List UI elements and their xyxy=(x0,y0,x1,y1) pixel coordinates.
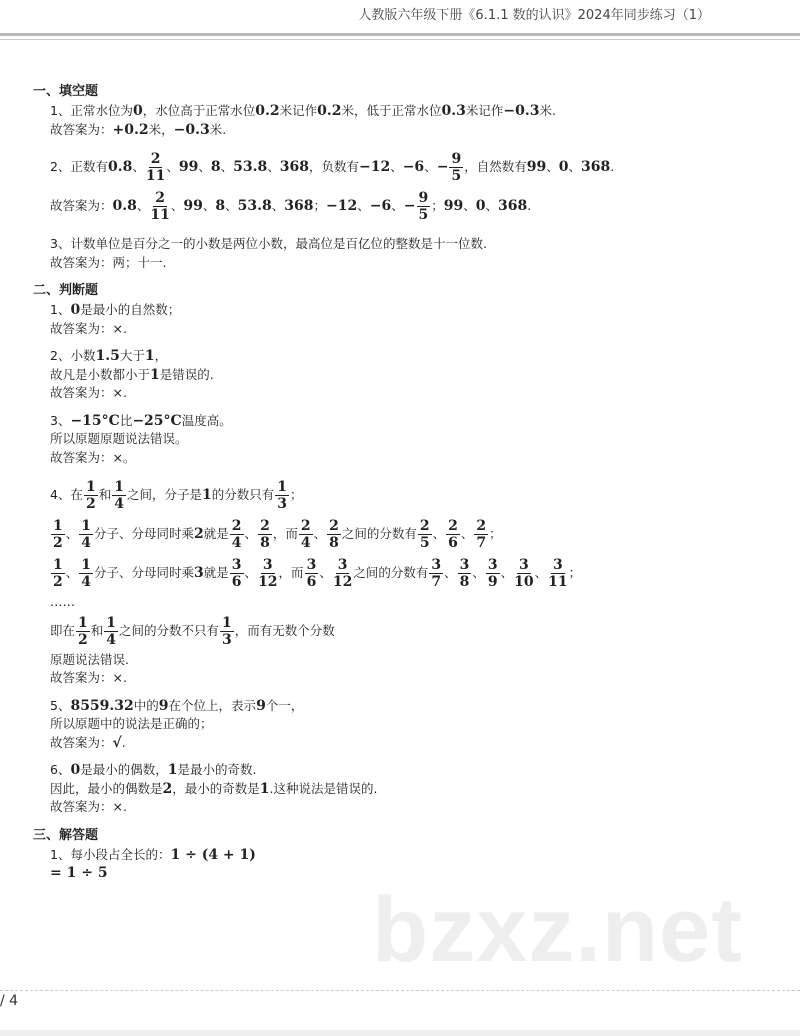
fraction-numerator: 1 xyxy=(114,479,124,495)
fraction xyxy=(299,518,313,551)
text-segment: 的分数只有 xyxy=(211,487,275,503)
fraction-numerator: 1 xyxy=(222,614,232,631)
text-segment: 2、正数有 xyxy=(50,159,108,175)
text-segment: 比 xyxy=(119,412,133,428)
text-segment: 、 xyxy=(166,159,179,175)
math-expression: = 1 ÷ 5 xyxy=(50,865,108,881)
text-segment: 、 xyxy=(319,565,332,581)
fraction-denominator: 4 xyxy=(231,535,242,551)
math-expression: 0 xyxy=(475,198,486,215)
text-line xyxy=(50,761,800,780)
text-line xyxy=(50,412,800,431)
text-line xyxy=(50,669,800,688)
fraction-numerator: 1 xyxy=(81,557,92,573)
fraction-denominator: 5 xyxy=(451,168,462,184)
text-segment: …… xyxy=(50,594,75,609)
text-segment: 故答案为：×。 xyxy=(50,449,136,465)
fraction xyxy=(258,518,272,551)
text-segment: 是错误的. xyxy=(159,366,214,382)
text-line xyxy=(50,148,800,187)
fraction xyxy=(150,190,169,223)
fraction-denominator: 11 xyxy=(145,168,166,184)
text-segment: 故答案为： xyxy=(50,734,113,750)
text-segment: 和 xyxy=(98,487,112,503)
text-segment: 故答案为：×. xyxy=(50,799,127,814)
section-1 xyxy=(0,82,800,272)
math-expression: 8559.32 xyxy=(70,697,134,714)
math-expression: 9 xyxy=(256,697,266,714)
section-title: 二、判断题 xyxy=(33,283,99,298)
text-segment: 、 xyxy=(136,198,150,214)
text-segment: 、 xyxy=(546,159,559,175)
text-segment: 、 xyxy=(500,565,514,581)
text-segment: 、 xyxy=(244,565,258,581)
text-line xyxy=(50,515,800,554)
text-segment: 1、 xyxy=(50,302,71,317)
text-line xyxy=(50,780,800,799)
fraction xyxy=(112,479,126,512)
text-segment: 就是 xyxy=(203,565,229,581)
fraction xyxy=(79,518,93,551)
fraction-numerator: 2 xyxy=(329,518,339,534)
text-segment: 、 xyxy=(460,526,474,542)
text-segment: 米. xyxy=(539,103,556,118)
fraction-numerator: 1 xyxy=(53,518,63,534)
fraction-denominator: 7 xyxy=(476,535,487,551)
fraction xyxy=(220,615,234,648)
section-3 xyxy=(0,826,800,883)
fraction xyxy=(104,615,118,648)
text-segment: ，水位高于正常水位 xyxy=(142,103,256,118)
question-item xyxy=(50,846,800,883)
text-segment: 之间的分数不只有 xyxy=(119,622,220,638)
text-line xyxy=(50,846,800,865)
text-segment: . xyxy=(527,198,532,214)
text-segment: 故答案为：×. xyxy=(50,385,127,400)
fraction-numerator: 9 xyxy=(451,151,462,167)
math-expression: +0.2 xyxy=(112,121,149,138)
text-line xyxy=(50,187,800,226)
text-segment: ； xyxy=(568,565,582,581)
text-line xyxy=(50,430,800,449)
fraction xyxy=(458,557,472,590)
text-line xyxy=(50,449,800,468)
text-segment: 个一， xyxy=(265,697,304,713)
text-segment: 米，低于正常水位 xyxy=(341,103,442,118)
text-line xyxy=(50,366,800,385)
fraction-numerator: 3 xyxy=(459,557,470,573)
page-break-divider xyxy=(0,990,800,991)
fraction-numerator: 2 xyxy=(419,518,430,534)
text-segment: 、 xyxy=(198,159,211,175)
math-expression: 0.2 xyxy=(255,103,280,119)
fraction-denominator: 4 xyxy=(114,496,124,512)
fraction-denominator: 12 xyxy=(332,574,353,590)
math-expression: −12 xyxy=(358,159,391,176)
text-line xyxy=(50,734,800,753)
header-divider xyxy=(0,33,800,36)
fraction-denominator: 5 xyxy=(418,207,429,223)
text-segment: ； xyxy=(290,487,303,503)
fraction-numerator: 3 xyxy=(487,557,498,573)
text-segment: 、 xyxy=(568,159,581,175)
math-expression: 0.8 xyxy=(107,159,133,176)
fraction-denominator: 3 xyxy=(222,631,232,648)
text-segment: 是最小的自然数； xyxy=(80,302,181,317)
fraction-denominator: 12 xyxy=(258,574,278,590)
fraction-numerator: 2 xyxy=(260,518,270,534)
math-expression: 99 xyxy=(526,159,547,176)
text-line xyxy=(50,651,800,670)
text-segment: 故答案为：两；十一. xyxy=(50,254,167,270)
fraction-numerator: 2 xyxy=(448,518,458,534)
fraction-numerator: 1 xyxy=(53,557,63,573)
math-expression: 1 xyxy=(259,780,270,797)
text-segment: ； xyxy=(489,526,502,542)
text-segment: 、 xyxy=(225,198,238,214)
fraction xyxy=(548,557,567,590)
math-expression: 0 xyxy=(70,302,81,318)
text-segment: 3、 xyxy=(50,412,71,428)
fraction-denominator: 6 xyxy=(448,535,458,551)
fraction xyxy=(79,557,93,590)
fraction xyxy=(417,190,431,223)
math-expression: −15°C xyxy=(70,412,120,429)
text-segment: 1、每小段占全长的： xyxy=(50,846,171,862)
fraction-denominator: 4 xyxy=(81,535,92,551)
text-segment: 故凡是小数都小于 xyxy=(50,366,151,382)
document-header-title: 人教版六年级下册《6.1.1 数的认识》2024年同步练习（1） xyxy=(358,8,710,23)
math-expression: 1 xyxy=(150,366,160,383)
fraction-denominator: 3 xyxy=(277,496,287,512)
fraction-denominator: 10 xyxy=(514,574,534,590)
math-expression: 368 xyxy=(284,198,314,215)
text-line xyxy=(50,554,800,593)
fraction-denominator: 2 xyxy=(78,631,88,648)
watermark: bzxz.net xyxy=(372,879,743,981)
fraction xyxy=(84,479,98,512)
fraction-numerator: 1 xyxy=(277,479,287,495)
text-segment: ； xyxy=(431,198,444,214)
fraction-denominator: 5 xyxy=(419,535,430,551)
text-segment: 之间，分子是 xyxy=(126,487,202,503)
math-expression: 3 xyxy=(194,565,204,582)
text-line xyxy=(50,121,800,140)
text-segment: 因此，最小的偶数是 xyxy=(50,780,163,796)
math-expression: −25°C xyxy=(132,412,182,429)
text-segment: 是最小的奇数. xyxy=(177,762,257,777)
fraction-numerator: 1 xyxy=(78,614,88,631)
text-segment: ，而 xyxy=(278,565,304,581)
math-expression: 1 xyxy=(144,348,155,364)
math-expression: 53.8 xyxy=(233,159,268,176)
text-segment: 、 xyxy=(444,565,457,581)
fraction-denominator: 2 xyxy=(85,496,96,512)
math-expression: 99 xyxy=(183,198,203,215)
text-segment: 故答案为： xyxy=(50,198,113,214)
fraction xyxy=(418,518,432,551)
fraction xyxy=(333,557,352,590)
text-segment: 2、小数 xyxy=(50,348,96,363)
math-expression: 53.8 xyxy=(237,198,272,215)
fraction xyxy=(429,557,443,590)
text-segment: 、 xyxy=(391,198,404,214)
text-segment: 3、计数单位是百分之一的小数是两位小数，最高位是百亿位的整数是十一位数. xyxy=(50,236,487,251)
math-expression: − xyxy=(403,198,416,215)
text-segment: 、 xyxy=(170,198,184,214)
text-line xyxy=(50,612,800,651)
question-item xyxy=(50,301,800,338)
fraction-numerator: 1 xyxy=(85,479,96,495)
fraction xyxy=(230,557,244,590)
fraction-denominator: 4 xyxy=(300,535,311,551)
section-title: 一、填空题 xyxy=(33,84,99,99)
text-segment: ，而 xyxy=(272,526,298,542)
text-segment: 在个位上，表示 xyxy=(168,697,257,713)
document-body xyxy=(0,80,800,892)
fraction-denominator: 7 xyxy=(431,574,442,590)
fraction-denominator: 4 xyxy=(81,574,92,590)
text-line xyxy=(50,235,800,254)
math-expression: 99 xyxy=(178,159,199,176)
math-expression: 1.5 xyxy=(95,348,120,364)
fraction-numerator: 1 xyxy=(81,518,92,534)
text-segment: 故答案为：×. xyxy=(50,670,127,685)
text-segment: ，而有无数个分数 xyxy=(234,622,335,638)
fraction xyxy=(51,557,65,590)
text-segment: . xyxy=(610,159,615,175)
math-expression: −12 xyxy=(326,198,358,215)
fraction-denominator: 8 xyxy=(459,574,470,590)
fraction-numerator: 3 xyxy=(518,557,529,573)
text-segment: 4、在 xyxy=(50,487,83,503)
text-segment: 、 xyxy=(534,565,548,581)
text-segment: 、 xyxy=(424,159,437,175)
question-item xyxy=(50,761,800,817)
fraction xyxy=(51,518,65,551)
fraction xyxy=(275,479,289,512)
text-segment: 、 xyxy=(271,198,285,214)
text-segment: 、 xyxy=(244,526,258,542)
text-line xyxy=(50,347,800,366)
text-segment: 、 xyxy=(463,198,476,214)
math-expression: −0.3 xyxy=(503,103,540,119)
text-line xyxy=(50,697,800,716)
math-expression: √ xyxy=(112,734,122,751)
fraction-denominator: 6 xyxy=(231,574,242,590)
text-segment: 、 xyxy=(65,526,79,542)
math-expression: −6 xyxy=(402,159,425,176)
text-segment: 、 xyxy=(432,526,446,542)
fraction-numerator: 2 xyxy=(155,190,165,206)
text-segment: ； xyxy=(313,198,327,214)
fraction xyxy=(258,557,277,590)
fraction xyxy=(76,615,90,648)
fraction-denominator: 9 xyxy=(487,574,498,590)
text-segment: 所以原题原题说法错误。 xyxy=(50,431,188,446)
fraction xyxy=(486,557,500,590)
fraction-denominator: 2 xyxy=(53,535,63,551)
question-item xyxy=(50,148,800,226)
math-expression: 99 xyxy=(443,198,464,215)
question-item xyxy=(50,412,800,468)
math-expression: 2 xyxy=(194,526,204,543)
text-segment: 、 xyxy=(65,565,79,581)
math-expression: 8 xyxy=(215,198,226,215)
text-segment: 米. xyxy=(209,121,227,137)
math-expression: 0.8 xyxy=(112,198,137,215)
text-line xyxy=(50,384,800,403)
text-segment: . xyxy=(121,734,126,750)
text-segment: 、 xyxy=(357,198,370,214)
math-expression: 8 xyxy=(210,159,221,176)
math-expression: 0 xyxy=(70,762,81,778)
text-segment: 所以原题中的说法是正确的； xyxy=(50,716,213,731)
viewer-background xyxy=(0,1030,800,1036)
section-title: 三、解答题 xyxy=(33,827,99,843)
fraction-denominator: 8 xyxy=(329,535,339,551)
fraction-numerator: 2 xyxy=(231,518,242,534)
fraction-numerator: 1 xyxy=(106,614,117,631)
page-indicator: / 4 xyxy=(0,993,19,1009)
text-segment: 米记作 xyxy=(465,103,504,118)
text-line xyxy=(50,320,800,339)
fraction-denominator: 11 xyxy=(150,207,170,223)
fraction xyxy=(446,518,460,551)
fraction xyxy=(327,518,341,551)
math-expression: 368 xyxy=(580,159,611,176)
fraction xyxy=(474,518,488,551)
text-segment: .这种说法是错误的. xyxy=(269,780,378,796)
math-expression: 1 ÷ (4 + 1) xyxy=(170,846,256,863)
text-line xyxy=(50,798,800,817)
math-expression: 0.2 xyxy=(317,103,342,119)
fraction xyxy=(514,557,533,590)
text-segment: ， xyxy=(154,348,168,363)
text-segment: 、 xyxy=(202,198,216,214)
text-segment: ，自然数有 xyxy=(464,159,527,175)
fraction-denominator: 2 xyxy=(53,574,63,590)
fraction-denominator: 6 xyxy=(306,574,317,590)
math-expression: 2 xyxy=(162,780,173,797)
text-segment: 故答案为：×. xyxy=(50,320,127,336)
fraction xyxy=(146,151,165,184)
fraction-numerator: 9 xyxy=(418,190,429,206)
fraction-numerator: 3 xyxy=(552,557,563,573)
text-segment: 1、正常水位为 xyxy=(50,103,133,118)
math-expression: 368 xyxy=(498,198,528,215)
text-segment: 、 xyxy=(220,159,234,175)
question-item xyxy=(50,102,800,139)
text-segment: 5、 xyxy=(50,697,71,713)
text-line xyxy=(50,102,800,121)
fraction xyxy=(449,151,463,184)
text-line xyxy=(50,254,800,273)
text-segment: 和 xyxy=(90,622,104,638)
text-segment: 、 xyxy=(313,526,327,542)
fraction-denominator: 4 xyxy=(106,631,117,648)
text-segment: 温度高。 xyxy=(181,412,232,428)
text-segment: 、 xyxy=(390,159,403,175)
text-segment: 分子、分母同时乘 xyxy=(94,526,195,542)
fraction-numerator: 2 xyxy=(150,151,161,167)
text-segment: 、 xyxy=(132,159,145,175)
math-expression: − xyxy=(436,159,449,176)
text-segment: 原题说法错误. xyxy=(50,651,129,667)
text-segment: 即在 xyxy=(50,622,76,638)
text-segment: 之间的分数有 xyxy=(341,526,417,542)
math-expression: 0 xyxy=(132,103,143,119)
text-segment: 米记作 xyxy=(279,103,318,118)
text-line xyxy=(50,593,800,612)
text-segment: 故答案为： xyxy=(50,121,113,137)
text-segment: ，负数有 xyxy=(308,159,359,175)
fraction-numerator: 3 xyxy=(337,557,348,573)
text-segment: 是最小的偶数， xyxy=(80,762,168,777)
fraction xyxy=(305,557,319,590)
text-segment: 就是 xyxy=(203,526,229,542)
question-item xyxy=(50,476,800,688)
text-line xyxy=(50,715,800,734)
fraction-numerator: 3 xyxy=(231,557,242,573)
fraction-numerator: 2 xyxy=(300,518,311,534)
math-expression: 0 xyxy=(558,159,569,176)
text-segment: 大于 xyxy=(119,348,145,363)
text-segment: 分子、分母同时乘 xyxy=(94,565,195,581)
math-expression: 1 xyxy=(167,762,178,778)
section-2 xyxy=(0,281,800,817)
text-segment: 、 xyxy=(472,565,485,581)
text-line xyxy=(50,301,800,320)
fraction-denominator: 8 xyxy=(260,535,270,551)
question-item xyxy=(50,697,800,753)
math-expression: 1 xyxy=(201,487,212,504)
fraction xyxy=(230,518,244,551)
text-line xyxy=(50,476,800,515)
fraction-denominator: 11 xyxy=(548,574,568,590)
text-segment: 6、 xyxy=(50,762,71,777)
question-item xyxy=(50,347,800,403)
fraction-numerator: 3 xyxy=(306,557,317,573)
text-segment: ，最小的奇数是 xyxy=(172,780,260,796)
math-expression: −0.3 xyxy=(173,121,210,138)
math-expression: 0.3 xyxy=(441,103,466,119)
math-expression: 9 xyxy=(158,697,169,714)
header-divider-thin xyxy=(0,39,800,40)
text-segment: 中的 xyxy=(133,697,159,713)
math-expression: −6 xyxy=(369,198,392,215)
text-segment: 、 xyxy=(267,159,280,175)
fraction-numerator: 3 xyxy=(431,557,442,573)
question-item xyxy=(50,235,800,272)
text-segment: 之间的分数有 xyxy=(353,565,429,581)
math-expression: 368 xyxy=(279,159,309,176)
fraction-numerator: 2 xyxy=(476,518,487,534)
fraction-numerator: 3 xyxy=(262,557,273,573)
text-segment: 、 xyxy=(485,198,499,214)
text-segment: 米， xyxy=(148,121,174,137)
